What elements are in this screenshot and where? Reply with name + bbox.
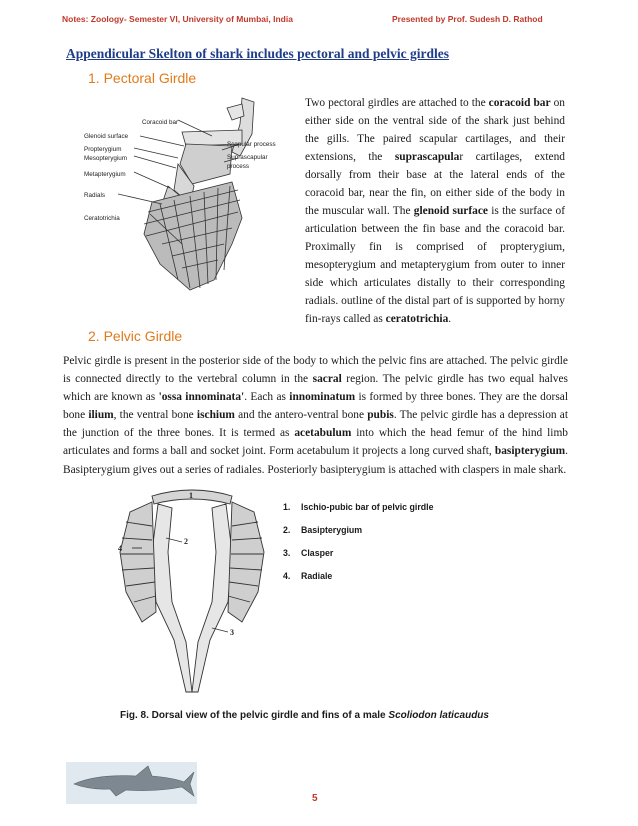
legend-item: 2. Basipterygium (283, 525, 363, 535)
page-number: 5 (312, 793, 318, 804)
label-scapular-process: Scapular process (227, 141, 276, 148)
label-metapterygium: Metapterygium (84, 171, 126, 178)
label-radials: Radials (84, 192, 105, 199)
figure-number-4: 4 (118, 544, 122, 553)
pectoral-fin-drawing (118, 98, 254, 290)
label-propterygium: Propterygium (84, 146, 122, 153)
legend-item: 3. Clasper (283, 548, 334, 558)
pelvic-paragraph: Pelvic girdle is present in the posterior side of the body to which the pelvic fins are attached. The pelvic girdle is connected directly to the vertebral column in the sacral region. The pelvic girdle has two equal halves which are known as 'ossa innominata'. Each as innominatum is formed by three bones. They are the dorsal bone ilium, the ventral bone ischium and the antero-ventral bone pubis. The pelvic girdle has a depression at the junction of the three bones. It is termed as acetabulum into which the head femur of the hind limb articulates and forms a ball and socket joint. Form acetabulum it projects a long curved shaft, basipterygium. Basipterygium gives out a series of radiales. Posteriorly basipterygium is attached with claspers in male shark. (63, 355, 569, 476)
header-right: Presented by Prof. Sudesh D. Rathod (392, 14, 543, 24)
pelvic-fin-drawing (120, 490, 264, 692)
section-heading-pectoral: 1. Pectoral Girdle (88, 70, 197, 86)
pelvic-legend (283, 502, 433, 594)
figure-number-1: 1 (189, 491, 193, 500)
legend-item: 1. Ischio-pubic bar of pelvic girdle (283, 502, 434, 512)
label-glenoid-surface: Glenoid surface (84, 133, 129, 140)
label-mesopterygium: Mesopterygium (84, 155, 128, 162)
pectoral-paragraph: Two pectoral girdles are attached to the coracoid bar on either side on the ventral side of the shark just behind the gills. The paired scapular cartilages, and their extensions, the suprascapular cartilages, extend dorsally from their base at the lateral ends of the coracoid bar, near the fin, on either side of the body in the muscular wall. The glenoid surface is the surface of articulation between the fin base and the coracoid bar. Proximally fin is comprised of propterygium, mesopterygium and metapterygium from outer to inner side which articulates distally to their corresponding radials. outline of the distal part of is supported by horny fin-rays called as ceratotrichia. (305, 97, 566, 325)
figure-caption: Fig. 8. Dorsal view of the pelvic girdle and fins of a male Scoliodon laticaudus (120, 710, 489, 721)
figure-number-3: 3 (230, 628, 234, 637)
page-title: Appendicular Skelton of shark includes pectoral and pelvic girdles (66, 46, 450, 61)
shark-image (66, 762, 197, 804)
label-ceratotrichia: Ceratotrichia (84, 215, 120, 222)
pectoral-girdle-figure (82, 94, 304, 294)
figure-number-2: 2 (184, 537, 188, 546)
label-suprascapular-process: process (227, 163, 250, 170)
section-heading-pelvic: 2. Pelvic Girdle (88, 328, 183, 344)
pelvic-girdle-figure (112, 482, 272, 696)
legend-item: 4. Radiale (283, 571, 333, 581)
label-coracoid-bar: Coracoid bar (142, 119, 179, 126)
label-suprascapular: Suprascapular (227, 154, 268, 161)
header-left: Notes: Zoology- Semester VI, University of Mumbai, India (62, 14, 293, 24)
